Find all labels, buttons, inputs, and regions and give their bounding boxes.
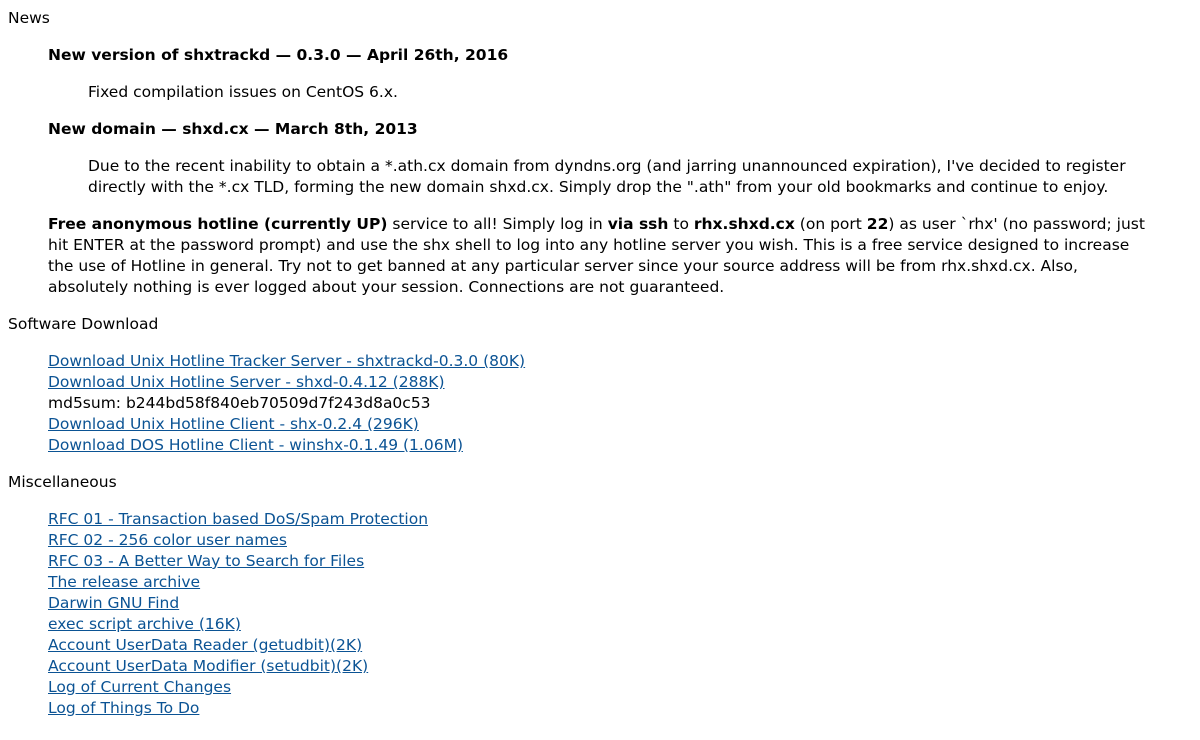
- hotline-status: Free anonymous hotline (currently UP): [48, 215, 388, 233]
- news-heading: News: [8, 9, 50, 27]
- news-item-body-2: Due to the recent inability to obtain a *.ath.cx domain from dyndns.org (and jarring unannounced expiration), I've decided to register directly with the *.cx TLD, forming the new domain shxd.cx. Simply drop the ".ath" from your old bookmarks and continue to enjoy.: [88, 157, 1126, 196]
- exec-script-archive-link[interactable]: exec script archive (16K): [48, 615, 241, 633]
- darwin-gnu-find-link[interactable]: Darwin GNU Find: [48, 594, 180, 612]
- miscellaneous-heading: Miscellaneous: [8, 473, 117, 491]
- rfc-03-link[interactable]: RFC 03 - A Better Way to Search for Files: [48, 552, 365, 570]
- hotline-text-4: ) as user `rhx' (no password; just hit ENTER at the password prompt) and use the shx shell to log into any hotline server you wish. This is a free service designed to increase the use of Hotline in general. Try not to get banned at any particular server since your source address will be from rhx.shxd.cx. Also, absolutely nothing is ever logged about your session. Connections are not guaranteed.: [48, 215, 1145, 296]
- hotline-port: 22: [866, 215, 889, 233]
- md5sum-text: md5sum: b244bd58f840eb70509d7f243d8a0c53: [48, 394, 431, 412]
- download-client-link[interactable]: Download Unix Hotline Client - shx-0.2.4 (296K): [48, 415, 419, 433]
- software-download-heading: Software Download: [8, 315, 159, 333]
- misc-list: [48, 509, 1200, 719]
- hotline-host: rhx.shxd.cx: [693, 215, 795, 233]
- news-item-title-2: New domain — shxd.cx — March 8th, 2013: [48, 120, 418, 138]
- hotline-text-3: (on port: [794, 215, 867, 233]
- rfc-02-link[interactable]: RFC 02 - 256 color user names: [48, 531, 287, 549]
- news-item-title-1: New version of shxtrackd — 0.3.0 — April 26th, 2016: [48, 46, 509, 64]
- things-to-do-log-link[interactable]: Log of Things To Do: [48, 699, 200, 717]
- download-tracker-link[interactable]: Download Unix Hotline Tracker Server - shxtrackd-0.3.0 (80K): [48, 352, 526, 370]
- rfc-01-link[interactable]: RFC 01 - Transaction based DoS/Spam Protection: [48, 510, 429, 528]
- hotline-method: via ssh: [607, 215, 669, 233]
- download-dos-client-link[interactable]: Download DOS Hotline Client - winshx-0.1.49 (1.06M): [48, 436, 463, 454]
- userdata-modifier-link[interactable]: Account UserData Modifier (setudbit)(2K): [48, 657, 369, 675]
- download-server-link[interactable]: Download Unix Hotline Server - shxd-0.4.12 (288K): [48, 373, 445, 391]
- release-archive-link[interactable]: The release archive: [48, 573, 201, 591]
- download-list: [48, 351, 1200, 456]
- hotline-text-1: service to all! Simply log in: [387, 215, 608, 233]
- current-changes-log-link[interactable]: Log of Current Changes: [48, 678, 232, 696]
- hotline-announcement: [48, 214, 1158, 298]
- news-item-body-1: Fixed compilation issues on CentOS 6.x.: [88, 83, 398, 101]
- userdata-reader-link[interactable]: Account UserData Reader (getudbit)(2K): [48, 636, 363, 654]
- hotline-text-2: to: [668, 215, 694, 233]
